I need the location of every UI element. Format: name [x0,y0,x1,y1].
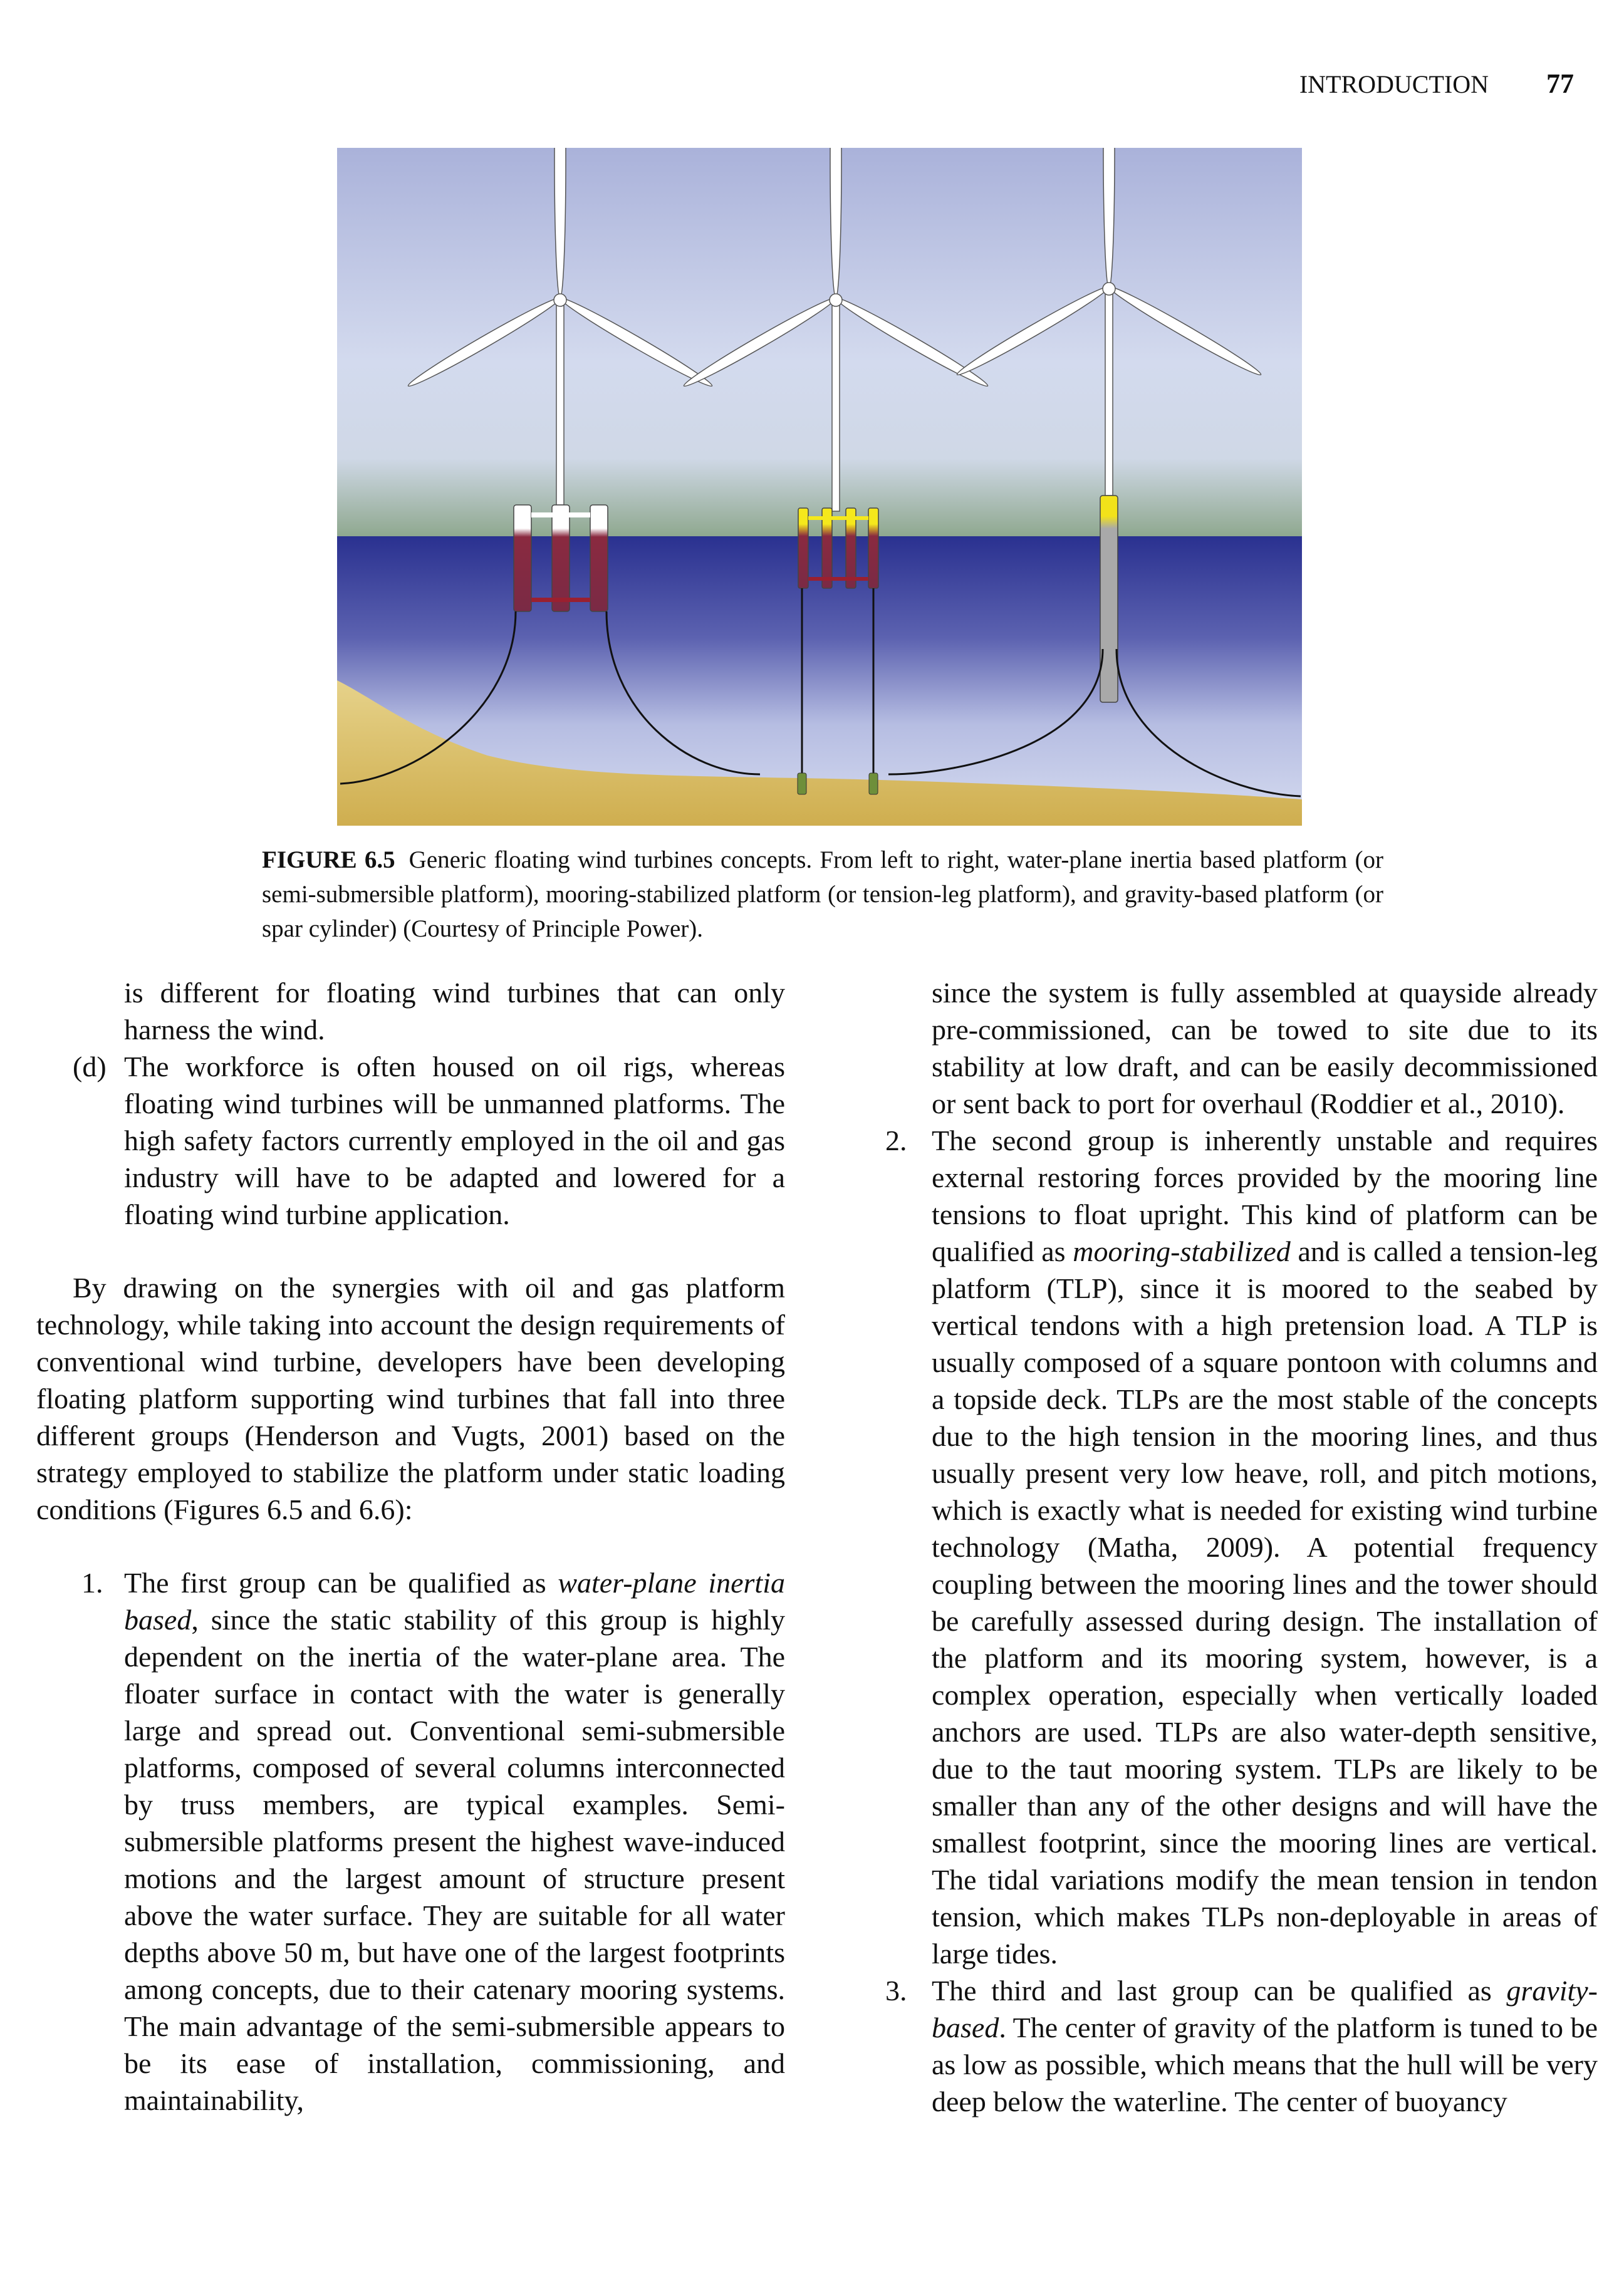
figure-label: FIGURE 6.5 [262,846,395,873]
emphasis-term: water-plane inertia based [124,1567,785,1636]
text-segment: The second group is inherently unstable and requires external restoring forces provided by the mooring line tensions to float upright. This kind of platform can be qualified as [932,1125,1598,1267]
page-number: 77 [1546,68,1574,99]
section-title: INTRODUCTION [1299,70,1489,98]
figure-caption [262,843,1383,946]
emphasis-term: gravity-based [932,1975,1598,2044]
list-item-text: The workforce is often housed on oil rigs, whereas floating wind turbines will be unmanned platforms. The high safety factors currently employed in the oil and gas industry will have to be adapted and lowered for a floating wind turbine application. [124,1051,785,1230]
list-item-1 [36,1564,785,2119]
caption-text: Generic floating wind turbines concepts. From left to right, water-plane inertia based platform (or semi-submersible platform), mooring-stabilized platform (or tension-leg platform), and gravity-based platform (or spar cylinder) (Courtesy of Principle Power). [262,846,1383,942]
text-segment: The third and last group can be qualified as [932,1975,1507,2007]
anchor-right [869,773,878,794]
text-segment: . The center of gravity of the platform is tuned to be as low as possible, which means that the hull will be very deep below the waterline. The center of buoyancy [932,2012,1598,2117]
continued-text: since the system is fully assembled at quayside already pre-commissioned, can be towed to site due to its stability at low draft, and can be easily decommissioned or sent back to port for overhaul (Roddier et al., 2010). [932,977,1598,1119]
list-marker: 3. [885,1975,907,2007]
emphasis-term: mooring-stabilized [1073,1235,1291,1267]
list-marker: 2. [885,1125,907,1156]
list-marker: (d) [73,1051,107,1083]
continued-text: is different for floating wind turbines that can only harness the wind. [124,977,785,1046]
running-header [1299,68,1574,100]
list-item-d [36,1048,785,1233]
right-column [849,974,1598,2120]
text-segment: The first group can be qualified as [124,1567,558,1599]
list-item-2 [849,1122,1598,1972]
turbine-illustration [337,148,1302,826]
anchor-left [798,773,806,794]
figure-floating-turbines [337,148,1302,826]
list-marker: 1. [81,1567,103,1599]
text-segment: , since the static stability of this group is highly dependent on the inertia of the water-plane area. The floater surface in contact with the water is generally large and spread out. Conventional semi-submersible platforms, composed of several columns interconnected by truss members, are typical examples. Semi-submersible platforms present the highest wave-induced motions and the largest amount of structure present above the water surface. They are suitable for all water depths above 50 m, but have one of the largest footprints among concepts, due to their catenary mooring systems. The main advantage of the semi-submersible appears to be its ease of installation, commissioning, and maintainability, [124,1604,785,2116]
left-column [36,974,785,2119]
text-segment: and is called a tension-leg platform (TLP), since it is moored to the seabed by vertical tendons with a high pretension load. A TLP is usually composed of a square pontoon with columns and a topside deck. TLPs are the most stable of the concepts due to the high tension in the mooring lines, and thus usually present very low heave, roll, and pitch motions, which is exactly what is needed for existing wind turbine technology (Matha, 2009). A potential frequency coupling between the mooring lines and the tower should be carefully assessed during design. The installation of the platform and its mooring system, however, is a complex operation, especially when vertically loaded anchors are used. TLPs are also water-depth sensitive, due to the taut mooring system. TLPs are likely to be smaller than any of the other designs and will have the smallest footprint, since the mooring lines are vertical. The tidal variations modify the mean tension in tendon tension, which makes TLPs non-deployable in areas of large tides. [932,1235,1598,1970]
list-item-3 [849,1972,1598,2120]
body-paragraph: By drawing on the synergies with oil and gas platform technology, while taking into account the design requirements of conventional wind turbine, developers have been developing floating platform supporting wind turbines that fall into three different groups (Henderson and Vugts, 2001) based on the strategy employed to stabilize the platform under static loading conditions (Figures 6.5 and 6.6): [36,1272,785,1525]
